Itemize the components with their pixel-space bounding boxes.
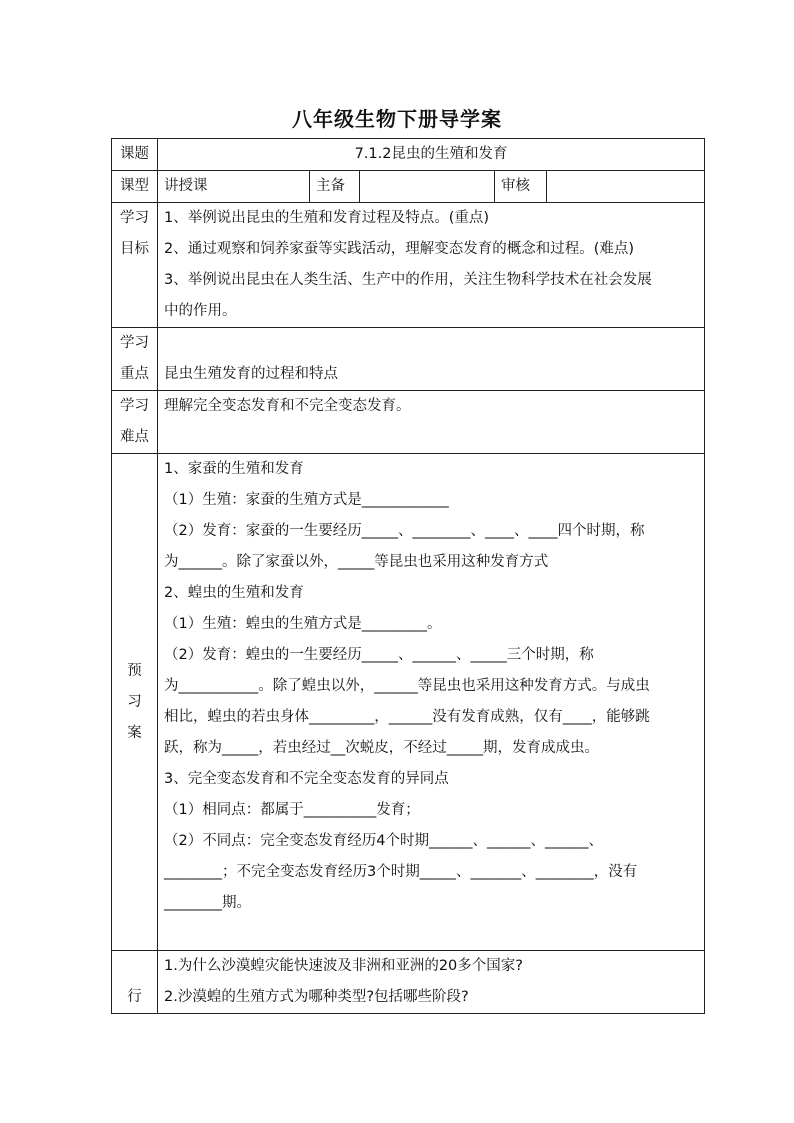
study-plan-table <box>111 138 705 1014</box>
objective-item: 2、通过观察和饲养家蚕等实践活动，理解变态发育的概念和过程。(难点) <box>164 241 635 257</box>
action-label <box>112 951 158 1014</box>
lead-label: 主备 <box>310 171 360 203</box>
difficulties-content <box>158 391 705 454</box>
difficulties-label-line1: 学习 <box>120 398 149 414</box>
key-points-row <box>112 328 705 391</box>
preview-label-char: 习 <box>127 693 142 710</box>
meta-row <box>112 171 705 203</box>
preview-line: 为______。除了家蚕以外，_____等昆虫也采用这种发育方式 <box>164 554 549 570</box>
preview-line: 跃，称为_____，若虫经过__次蜕皮，不经过_____期，发育成成虫。 <box>164 740 599 756</box>
action-question: 1.为什么沙漠蝗灾能快速波及非洲和亚洲的20多个国家? <box>164 958 523 974</box>
objectives-content <box>158 203 705 328</box>
action-label-text: 行 <box>127 989 142 1005</box>
preview-line: 为___________。除了蝗虫以外，______等昆虫也采用这种发育方式。与成虫 <box>164 678 650 694</box>
page-title: 八年级生物下册导学案 <box>292 107 502 131</box>
difficulties-row <box>112 391 705 454</box>
lead-value <box>360 171 495 203</box>
preview-line: （1）生殖：家蚕的生殖方式是____________ <box>164 492 449 508</box>
action-content <box>158 951 705 1014</box>
action-question: 2.沙漠蝗的生殖方式为哪种类型?包括哪些阶段? <box>164 989 469 1005</box>
difficulties-label-line2: 难点 <box>120 429 149 445</box>
review-value <box>547 171 705 203</box>
action-row <box>112 951 705 1014</box>
preview-line: 相比，蝗虫的若虫身体_________，______没有发育成熟，仅有____，能够跳 <box>164 709 650 725</box>
type-value: 讲授课 <box>158 171 310 203</box>
preview-row <box>112 454 705 951</box>
preview-line: ________期。 <box>164 895 251 911</box>
objectives-label-line1: 学习 <box>120 210 149 226</box>
objective-item: 1、举例说出昆虫的生殖和发育过程及特点。(重点) <box>164 210 490 226</box>
difficulties-text: 理解完全变态发育和不完全变态发育。 <box>164 398 411 414</box>
preview-label-char: 案 <box>127 724 142 741</box>
preview-label <box>112 454 158 951</box>
topic-value: 7.1.2昆虫的生殖和发育 <box>158 139 705 171</box>
topic-label: 课题 <box>112 139 158 171</box>
preview-label-char: 预 <box>127 662 142 679</box>
preview-line: （2）发育：家蚕的一生要经历_____、________、____、____四个时期，称 <box>164 523 645 539</box>
objective-item: 3、举例说出昆虫在人类生活、生产中的作用，关注生物科学技术在社会发展 <box>164 272 652 288</box>
key-points-content <box>158 328 705 391</box>
key-points-text: 昆虫生殖发育的过程和特点 <box>164 366 338 382</box>
key-points-label-line1: 学习 <box>120 335 149 351</box>
objectives-label-line2: 目标 <box>120 241 149 257</box>
preview-content <box>158 454 705 951</box>
objectives-row <box>112 203 705 328</box>
preview-heading: 3、完全变态发育和不完全变态发育的异同点 <box>164 771 449 787</box>
type-label: 课型 <box>112 171 158 203</box>
review-label: 审核 <box>495 171 547 203</box>
preview-line: （1）相同点：都属于__________发育； <box>164 802 420 818</box>
preview-line: （2）发育：蝗虫的一生要经历_____、______、_____三个时期，称 <box>164 647 594 663</box>
key-points-label <box>112 328 158 391</box>
objectives-label <box>112 203 158 328</box>
preview-line: （2）不同点：完全变态发育经历4个时期______、______、______、 <box>164 833 603 849</box>
preview-line: （1）生殖：蝗虫的生殖方式是_________。 <box>164 616 442 632</box>
objective-item: 中的作用。 <box>164 303 237 319</box>
key-points-label-line2: 重点 <box>120 366 149 382</box>
preview-heading: 2、蝗虫的生殖和发育 <box>164 585 304 601</box>
difficulties-label <box>112 391 158 454</box>
topic-row <box>112 139 705 171</box>
preview-line: ________；不完全变态发育经历3个时期_____、_______、________，没有 <box>164 864 638 880</box>
preview-heading: 1、家蚕的生殖和发育 <box>164 461 304 477</box>
